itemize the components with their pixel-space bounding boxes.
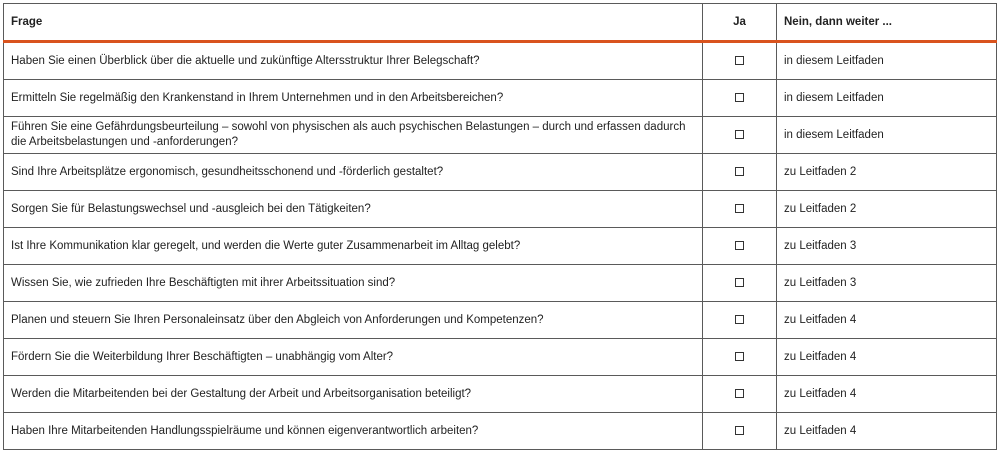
- question-cell: Wissen Sie, wie zufrieden Ihre Beschäftigten mit ihrer Arbeitssituation sind?: [4, 265, 703, 302]
- ja-cell: [703, 42, 777, 80]
- question-cell: Haben Ihre Mitarbeitenden Handlungsspielräume und können eigenverantwortlich arbeiten?: [4, 413, 703, 450]
- ja-checkbox[interactable]: [735, 352, 744, 361]
- header-ja: Ja: [703, 4, 777, 41]
- ja-checkbox[interactable]: [735, 167, 744, 176]
- question-cell: Führen Sie eine Gefährdungsbeurteilung – sowohl von physischen als auch psychischen Belastungen – durch und erfassen dadurch die Arbeitsbelastungen und -anforderungen?: [4, 117, 703, 154]
- next-step-cell: zu Leitfaden 4: [777, 376, 997, 413]
- ja-cell: [703, 265, 777, 302]
- ja-cell: [703, 80, 777, 117]
- table-row: [4, 376, 997, 413]
- ja-checkbox[interactable]: [735, 389, 744, 398]
- next-step-cell: zu Leitfaden 4: [777, 413, 997, 450]
- next-step-cell: zu Leitfaden 2: [777, 191, 997, 228]
- ja-checkbox[interactable]: [735, 93, 744, 102]
- ja-cell: [703, 117, 777, 154]
- header-frage: Frage: [4, 4, 703, 41]
- table-row: [4, 42, 997, 80]
- question-cell: Fördern Sie die Weiterbildung Ihrer Beschäftigten – unabhängig vom Alter?: [4, 339, 703, 376]
- ja-cell: [703, 228, 777, 265]
- ja-checkbox[interactable]: [735, 130, 744, 139]
- ja-cell: [703, 154, 777, 191]
- table-row: [4, 413, 997, 450]
- next-step-cell: zu Leitfaden 3: [777, 265, 997, 302]
- table-row: [4, 154, 997, 191]
- next-step-cell: zu Leitfaden 4: [777, 339, 997, 376]
- next-step-cell: zu Leitfaden 4: [777, 302, 997, 339]
- ja-checkbox[interactable]: [735, 204, 744, 213]
- next-step-cell: in diesem Leitfaden: [777, 42, 997, 80]
- ja-cell: [703, 413, 777, 450]
- ja-checkbox[interactable]: [735, 56, 744, 65]
- next-step-cell: in diesem Leitfaden: [777, 80, 997, 117]
- question-cell: Werden die Mitarbeitenden bei der Gestaltung der Arbeit und Arbeitsorganisation beteiligt?: [4, 376, 703, 413]
- table-row: [4, 80, 997, 117]
- table-header: [4, 4, 997, 42]
- ja-cell: [703, 376, 777, 413]
- ja-cell: [703, 302, 777, 339]
- ja-cell: [703, 339, 777, 376]
- ja-checkbox[interactable]: [735, 426, 744, 435]
- table-row: [4, 265, 997, 302]
- question-cell: Sorgen Sie für Belastungswechsel und -ausgleich bei den Tätigkeiten?: [4, 191, 703, 228]
- checklist-table: [3, 3, 997, 450]
- table-body: [4, 42, 997, 450]
- question-cell: Haben Sie einen Überblick über die aktuelle und zukünftige Altersstruktur Ihrer Belegschaft?: [4, 42, 703, 80]
- next-step-cell: zu Leitfaden 2: [777, 154, 997, 191]
- table-row: [4, 191, 997, 228]
- header-nein: Nein, dann weiter ...: [777, 4, 997, 41]
- question-cell: Ermitteln Sie regelmäßig den Krankenstand in Ihrem Unternehmen und in den Arbeitsbereichen?: [4, 80, 703, 117]
- ja-checkbox[interactable]: [735, 278, 744, 287]
- table-row: [4, 117, 997, 154]
- next-step-cell: in diesem Leitfaden: [777, 117, 997, 154]
- question-cell: Sind Ihre Arbeitsplätze ergonomisch, gesundheitsschonend und -förderlich gestaltet?: [4, 154, 703, 191]
- table-row: [4, 228, 997, 265]
- question-cell: Ist Ihre Kommunikation klar geregelt, und werden die Werte guter Zusammenarbeit im Alltag gelebt?: [4, 228, 703, 265]
- table-row: [4, 302, 997, 339]
- question-cell: Planen und steuern Sie Ihren Personaleinsatz über den Abgleich von Anforderungen und Kompetenzen?: [4, 302, 703, 339]
- table-row: [4, 339, 997, 376]
- ja-cell: [703, 191, 777, 228]
- ja-checkbox[interactable]: [735, 315, 744, 324]
- ja-checkbox[interactable]: [735, 241, 744, 250]
- next-step-cell: zu Leitfaden 3: [777, 228, 997, 265]
